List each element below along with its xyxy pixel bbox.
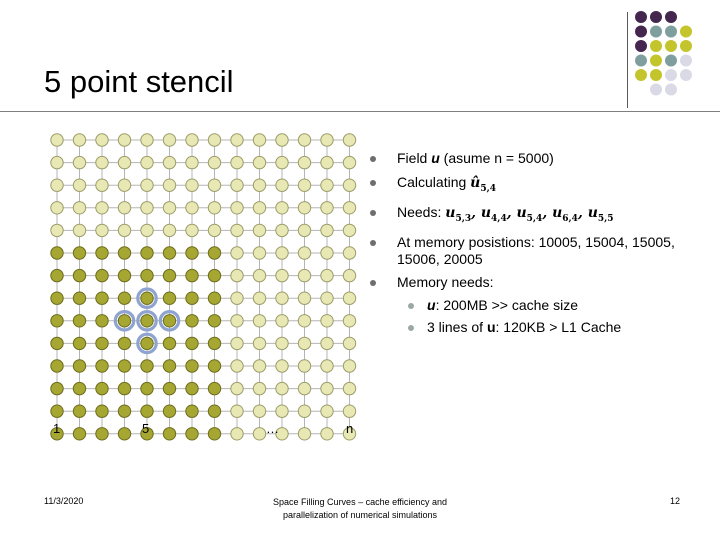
grid-node-filled [141, 292, 153, 304]
needs-term: $u_{6,4}$ [552, 204, 578, 224]
grid-node-empty [231, 382, 243, 394]
grid-node-empty [343, 269, 355, 281]
grid-node-empty [186, 134, 198, 146]
grid-node-filled [186, 405, 198, 417]
footer-caption: Space Filling Curves – cache efficiency and parallelization of numerical simulations [273, 497, 447, 520]
grid-node-filled [73, 360, 85, 372]
axis-label-1: 1 [53, 421, 61, 436]
grid-node-empty [231, 247, 243, 259]
grid-node-empty [321, 179, 333, 191]
grid-node-filled [118, 405, 130, 417]
grid-node-filled [51, 382, 63, 394]
grid-node-empty [343, 179, 355, 191]
grid-node-empty [253, 156, 265, 168]
bullet-field: Field u (asume n = 5000) [368, 150, 698, 167]
grid-node-filled [208, 382, 220, 394]
grid-node-filled [118, 337, 130, 349]
grid-node-filled [163, 382, 175, 394]
grid-node-filled [208, 292, 220, 304]
grid-node-empty [231, 224, 243, 236]
grid-node-filled [118, 247, 130, 259]
grid-node-empty [73, 202, 85, 214]
grid-node-filled [163, 292, 175, 304]
grid-node-empty [231, 337, 243, 349]
grid-node-empty [231, 202, 243, 214]
grid-node-empty [96, 202, 108, 214]
grid-node-empty [343, 292, 355, 304]
grid-node-empty [343, 156, 355, 168]
grid-node-empty [298, 428, 310, 440]
grid-node-empty [298, 224, 310, 236]
grid-node-empty [231, 292, 243, 304]
grid-node-filled [73, 382, 85, 394]
grid-node-empty [253, 337, 265, 349]
grid-node-empty [321, 360, 333, 372]
grid-node-filled [51, 315, 63, 327]
grid-node-filled [163, 269, 175, 281]
grid-node-empty [276, 382, 288, 394]
grid-node-empty [253, 134, 265, 146]
grid-node-empty [298, 156, 310, 168]
grid-node-empty [231, 134, 243, 146]
grid-node-empty [118, 202, 130, 214]
axis-label-dots: … [266, 421, 279, 436]
grid-node-filled [186, 337, 198, 349]
needs-term: $u_{5,5}$ [587, 204, 614, 224]
grid-node-empty [276, 224, 288, 236]
grid-node-empty [276, 202, 288, 214]
grid-node-filled [96, 405, 108, 417]
grid-node-empty [96, 134, 108, 146]
grid-node-filled [186, 382, 198, 394]
grid-node-empty [298, 337, 310, 349]
axis-label-n: n [346, 421, 354, 436]
grid-node-empty [253, 292, 265, 304]
grid-node-empty [231, 179, 243, 191]
grid-node-empty [321, 428, 333, 440]
grid-node-empty [298, 360, 310, 372]
grid-node-empty [276, 360, 288, 372]
grid-node-empty [298, 315, 310, 327]
grid-node-empty [208, 134, 220, 146]
grid-node-empty [231, 428, 243, 440]
grid-node-empty [51, 156, 63, 168]
grid-node-empty [253, 179, 265, 191]
grid-node-empty [253, 405, 265, 417]
needs-term: $u_{4,4}$ [480, 204, 507, 224]
bullet-list [368, 150, 698, 343]
grid-node-filled [163, 428, 175, 440]
grid-node-empty [141, 224, 153, 236]
grid-node-filled [118, 269, 130, 281]
grid-node-filled [73, 292, 85, 304]
grid-node-filled [186, 360, 198, 372]
sub-bullet-dot [408, 303, 414, 309]
grid-node-filled [96, 247, 108, 259]
grid-node-empty [343, 134, 355, 146]
grid-node-empty [343, 224, 355, 236]
needs-separator: , [471, 204, 481, 221]
grid-node-empty [118, 156, 130, 168]
grid-node-empty [276, 134, 288, 146]
grid-node-filled [96, 428, 108, 440]
grid-node-empty [186, 156, 198, 168]
grid-node-filled [73, 337, 85, 349]
grid-node-filled [163, 360, 175, 372]
bullet-dot [370, 280, 376, 286]
grid-node-filled [96, 360, 108, 372]
grid-node-empty [51, 202, 63, 214]
grid-node-filled [163, 315, 175, 327]
grid-node-empty [118, 179, 130, 191]
grid-node-empty [276, 156, 288, 168]
grid-node-filled [73, 428, 85, 440]
grid-node-filled [141, 382, 153, 394]
grid-node-filled [208, 337, 220, 349]
grid-node-empty [321, 292, 333, 304]
grid-node-empty [51, 179, 63, 191]
grid-node-filled [51, 337, 63, 349]
needs-separator: , [506, 204, 517, 221]
grid-node-filled [141, 269, 153, 281]
grid-node-filled [186, 292, 198, 304]
grid-node-filled [208, 315, 220, 327]
grid-node-empty [321, 315, 333, 327]
grid-node-filled [186, 247, 198, 259]
grid-node-empty [73, 156, 85, 168]
grid-node-empty [298, 382, 310, 394]
grid-node-empty [163, 224, 175, 236]
grid-node-empty [276, 292, 288, 304]
grid-node-filled [118, 428, 130, 440]
grid-node-empty [253, 428, 265, 440]
page-number: 12 [669, 496, 680, 506]
grid-node-empty [186, 179, 198, 191]
grid-node-filled [208, 428, 220, 440]
grid-node-empty [163, 156, 175, 168]
grid-node-empty [141, 202, 153, 214]
u-hat-symbol: $û_{5,4}$ [470, 174, 497, 194]
grid-node-filled [96, 337, 108, 349]
grid-node-empty [276, 247, 288, 259]
grid-node-filled [186, 315, 198, 327]
grid-node-empty [208, 202, 220, 214]
bullet-dot [370, 240, 376, 246]
grid-node-filled [118, 292, 130, 304]
grid-node-empty [298, 292, 310, 304]
grid-node-empty [298, 179, 310, 191]
grid-node-filled [73, 247, 85, 259]
grid-node-empty [321, 405, 333, 417]
grid-node-empty [253, 315, 265, 327]
grid-node-empty [253, 224, 265, 236]
grid-node-filled [118, 382, 130, 394]
axis-label-5: 5 [142, 421, 150, 436]
grid-node-empty [298, 202, 310, 214]
grid-node-filled [141, 337, 153, 349]
grid-node-filled [186, 428, 198, 440]
grid-node-empty [231, 405, 243, 417]
grid-node-empty [163, 179, 175, 191]
needs-term: $u_{5,3}$ [445, 204, 472, 224]
grid-node-empty [253, 202, 265, 214]
grid-node-filled [51, 247, 63, 259]
grid-node-filled [73, 269, 85, 281]
grid-node-empty [276, 269, 288, 281]
grid-node-empty [96, 179, 108, 191]
bullet-dot [370, 180, 376, 186]
grid-node-filled [141, 315, 153, 327]
grid-node-filled [141, 360, 153, 372]
grid-node-empty [253, 247, 265, 259]
grid-node-empty [321, 247, 333, 259]
grid-node-empty [298, 405, 310, 417]
grid-node-empty [141, 156, 153, 168]
grid-node-empty [343, 247, 355, 259]
grid-node-filled [163, 337, 175, 349]
sub-bullet-lines: 3 lines of u: 120KB > L1 Cache [397, 319, 698, 336]
grid-node-empty [163, 202, 175, 214]
grid-node-empty [343, 382, 355, 394]
needs-term: $u_{5,4}$ [516, 204, 543, 224]
grid-node-empty [208, 156, 220, 168]
bullet-dot [370, 156, 376, 162]
grid-node-empty [96, 156, 108, 168]
grid-node-empty [298, 134, 310, 146]
grid-node-empty [51, 134, 63, 146]
grid-node-filled [141, 405, 153, 417]
grid-node-empty [343, 337, 355, 349]
grid-node-filled [51, 269, 63, 281]
grid-node-empty [321, 202, 333, 214]
grid-node-empty [343, 405, 355, 417]
grid-node-empty [231, 156, 243, 168]
grid-node-empty [343, 202, 355, 214]
grid-node-empty [276, 315, 288, 327]
grid-node-empty [298, 269, 310, 281]
grid-node-filled [73, 315, 85, 327]
grid-node-empty [141, 179, 153, 191]
bullet-calculating: Calculating $û_{5,4}$ [368, 174, 698, 197]
grid-node-empty [186, 224, 198, 236]
grid-node-empty [231, 315, 243, 327]
grid-node-filled [118, 315, 130, 327]
grid-node-empty [276, 337, 288, 349]
grid-node-empty [253, 382, 265, 394]
grid-node-filled [51, 292, 63, 304]
grid-node-filled [96, 269, 108, 281]
grid-node-empty [231, 269, 243, 281]
grid-node-filled [73, 405, 85, 417]
grid-node-empty [253, 269, 265, 281]
grid-node-empty [73, 134, 85, 146]
grid-node-filled [51, 405, 63, 417]
sub-bullet-u-size: u: 200MB >> cache size [397, 297, 698, 314]
grid-node-filled [186, 269, 198, 281]
grid-node-filled [96, 382, 108, 394]
grid-node-filled [163, 405, 175, 417]
grid-node-empty [163, 134, 175, 146]
grid-node-empty [208, 224, 220, 236]
grid-node-empty [186, 202, 198, 214]
grid-node-empty [321, 134, 333, 146]
bullet-needs: Needs: $u_{5,3}$, $u_{4,4}$, $u_{5,4}$, $u_{6,4}$, $u_{5,5}$ [368, 204, 698, 227]
grid-node-empty [276, 179, 288, 191]
grid-node-empty [231, 360, 243, 372]
needs-terms [445, 204, 614, 224]
grid-node-empty [276, 405, 288, 417]
grid-node-empty [51, 224, 63, 236]
grid-node-empty [343, 360, 355, 372]
grid-node-empty [321, 156, 333, 168]
grid-node-filled [96, 292, 108, 304]
grid-node-filled [208, 247, 220, 259]
sub-bullet-dot [408, 325, 414, 331]
grid-node-filled [51, 360, 63, 372]
grid-node-filled [208, 360, 220, 372]
bullet-dot [370, 210, 376, 216]
bullet-memory-needs: Memory needs: u: 200MB >> cache size 3 lines of u: 120KB > L1 Cache [368, 274, 698, 336]
grid-node-empty [321, 382, 333, 394]
grid-node-empty [118, 224, 130, 236]
grid-node-filled [208, 269, 220, 281]
grid-node-empty [321, 269, 333, 281]
grid-node-filled [163, 247, 175, 259]
grid-node-empty [343, 315, 355, 327]
grid-node-empty [298, 247, 310, 259]
grid-node-empty [321, 224, 333, 236]
grid-node-empty [96, 224, 108, 236]
grid-node-empty [73, 179, 85, 191]
needs-separator: , [577, 204, 588, 221]
grid-node-empty [118, 134, 130, 146]
footer-date: 11/3/2020 [44, 496, 84, 506]
grid-node-filled [96, 315, 108, 327]
needs-separator: , [542, 204, 553, 221]
grid-node-filled [118, 360, 130, 372]
grid-node-empty [253, 360, 265, 372]
bullet-memory-positions: At memory posistions: 10005, 15004, 15005, 15006, 20005 [368, 234, 698, 267]
grid-node-empty [321, 337, 333, 349]
slide-title: 5 point stencil [44, 64, 234, 99]
grid-node-empty [141, 134, 153, 146]
grid-node-filled [141, 247, 153, 259]
grid-node-filled [208, 405, 220, 417]
grid-node-empty [208, 179, 220, 191]
grid-node-empty [73, 224, 85, 236]
